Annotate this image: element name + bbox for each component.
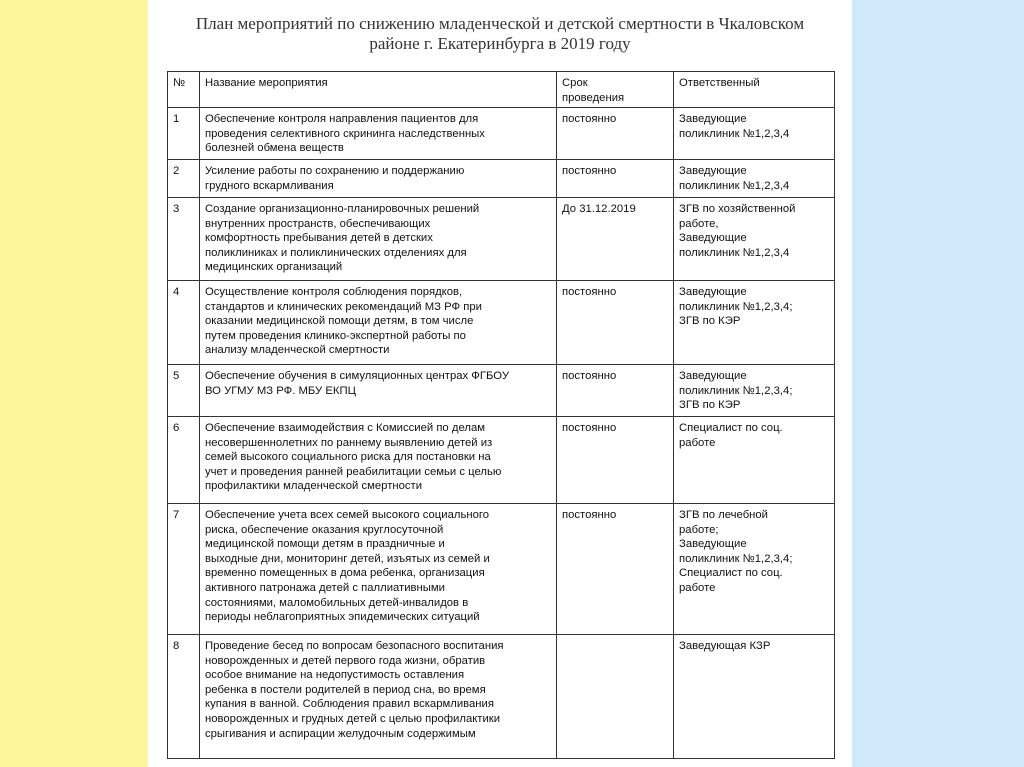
cell-line: выходные дни, мониторинг детей, изъятых из семей и [205, 552, 490, 565]
row-number-cell [168, 365, 200, 417]
term-cell [557, 417, 674, 504]
cell-line: 4 [173, 286, 180, 298]
cell-line: поликлиник №1,2,3,4; [679, 300, 793, 313]
cell-line: Название мероприятия [205, 77, 328, 89]
cell-line: работе [679, 436, 716, 449]
cell-line: Обеспечение контроля направления пациентов для [205, 113, 479, 125]
title-line: районе г. Екатеринбурга в 2019 году [369, 34, 631, 53]
cell-line: внутренних пространств, обеспечивающих [205, 217, 431, 230]
cell-line: активного патронажа детей с паллиативными [205, 581, 445, 594]
cell-line: работе [679, 581, 716, 594]
term-cell [557, 160, 674, 198]
responsible-cell [674, 198, 835, 281]
cell-line: Усиление работы по сохранению и поддержанию [205, 165, 465, 177]
cell-line: постоянно [562, 509, 617, 521]
cell-line: медицинских организаций [205, 261, 343, 274]
cell-line: постоянно [562, 113, 617, 125]
cell-line: анализу младенческой смертности [205, 344, 390, 357]
events-table-body [168, 72, 835, 759]
event-name-cell [200, 160, 557, 198]
cell-line: Обеспечение учета всех семей высокого социального [205, 509, 490, 521]
responsible-cell [674, 365, 835, 417]
responsible-cell [674, 281, 835, 365]
event-name-cell [200, 504, 557, 635]
cell-line: Специалист по соц. [679, 422, 783, 434]
cell-line: проведения селективного скрининга наследственных [205, 127, 485, 140]
term-cell [557, 198, 674, 281]
cell-line: 8 [173, 640, 180, 652]
responsible-cell [674, 635, 835, 759]
cell-line: стандартов и клинических рекомендаций МЗ РФ при [205, 300, 482, 313]
event-name-cell [200, 108, 557, 160]
responsible-cell [674, 108, 835, 160]
cell-line: 3 [173, 203, 180, 215]
document-page [148, 0, 852, 767]
header-cell-term [557, 72, 674, 108]
table-row [168, 417, 835, 504]
left-decorative-band [0, 0, 148, 767]
term-cell [557, 281, 674, 365]
cell-line: поликлиник №1,2,3,4; [679, 384, 793, 397]
cell-line: медицинской помощи детям в праздничные и [205, 538, 445, 551]
cell-line: новорожденных и грудных детей с целью профилактики [205, 712, 501, 725]
cell-line: постоянно [562, 165, 617, 177]
cell-line: ВО УГМУ МЗ РФ. МБУ ЕКПЦ [205, 384, 356, 397]
events-table [167, 71, 835, 759]
cell-line: 2 [173, 165, 180, 177]
cell-line: постоянно [562, 286, 617, 298]
cell-line: 7 [173, 509, 180, 521]
event-name-cell [200, 281, 557, 365]
cell-line: болезней обмена веществ [205, 142, 344, 155]
document-title [148, 14, 852, 54]
cell-line: Заведующие [679, 370, 747, 382]
cell-line: ЗГВ по лечебной [679, 509, 768, 521]
cell-line: путем проведения клинико-экспертной работы по [205, 329, 466, 342]
responsible-cell [674, 504, 835, 635]
header-cell-number [168, 72, 200, 108]
cell-line: временно помещенных в дома ребенка, организация [205, 567, 485, 580]
cell-line: профилактики младенческой смертности [205, 480, 423, 493]
cell-line: поликлиниках и поликлинических отделениях для [205, 246, 467, 259]
cell-line: состояниями, маломобильных детей-инвалидов в [205, 596, 469, 609]
cell-line: поликлиник №1,2,3,4; [679, 552, 793, 565]
event-name-cell [200, 635, 557, 759]
cell-line: Обеспечение взаимодействия с Комиссией по делам [205, 422, 485, 434]
table-row [168, 160, 835, 198]
row-number-cell [168, 417, 200, 504]
cell-line: Проведение бесед по вопросам безопасного воспитания [205, 640, 504, 652]
row-number-cell [168, 198, 200, 281]
cell-line: срыгивания и аспирации желудочным содержимым [205, 727, 476, 740]
cell-line: новорожденных и детей первого года жизни, обратив [205, 654, 486, 667]
cell-line: проведения [562, 91, 625, 104]
cell-line: Обеспечение обучения в симуляционных центрах ФГБОУ [205, 370, 510, 382]
responsible-cell [674, 417, 835, 504]
right-decorative-band [852, 0, 1024, 767]
term-cell [557, 365, 674, 417]
header-cell-name [200, 72, 557, 108]
cell-line: поликлиник №1,2,3,4 [679, 246, 790, 259]
cell-line: Заведующие [679, 538, 747, 551]
event-name-cell [200, 365, 557, 417]
cell-line: постоянно [562, 422, 617, 434]
term-cell [557, 504, 674, 635]
cell-line: риска, обеспечение оказания круглосуточной [205, 523, 444, 536]
cell-line: Специалист по соц. [679, 567, 783, 580]
row-number-cell [168, 108, 200, 160]
cell-line: ЗГВ по КЭР [679, 315, 741, 328]
row-number-cell [168, 160, 200, 198]
cell-line: работе; [679, 523, 719, 536]
cell-line: особое внимание на недопустимость оставления [205, 669, 465, 682]
cell-line: купания в ванной. Соблюдения правил вскармливания [205, 698, 494, 711]
term-cell [557, 635, 674, 759]
cell-line: Создание организационно-планировочных решений [205, 203, 480, 215]
cell-line: Заведующая КЗР [679, 640, 771, 652]
row-number-cell [168, 504, 200, 635]
event-name-cell [200, 198, 557, 281]
term-cell [557, 108, 674, 160]
cell-line: Заведующие [679, 165, 747, 177]
cell-line: учет и проведения ранней реабилитации семьи с целью [205, 465, 502, 478]
table-row [168, 108, 835, 160]
cell-line: До 31.12.2019 [562, 203, 636, 215]
cell-line: работе, [679, 217, 719, 230]
cell-line: ЗГВ по КЭР [679, 399, 741, 412]
cell-line: Осуществление контроля соблюдения порядков, [205, 286, 463, 298]
cell-line: Заведующие [679, 286, 747, 298]
cell-line: оказании медицинской помощи детям, в том числе [205, 315, 474, 328]
cell-line: несовершеннолетних по раннему выявлению детей из [205, 436, 493, 449]
table-row [168, 281, 835, 365]
table-row [168, 198, 835, 281]
row-number-cell [168, 281, 200, 365]
row-number-cell [168, 635, 200, 759]
header-cell-responsible [674, 72, 835, 108]
cell-line: комфортность пребывания детей в детских [205, 232, 433, 245]
cell-line: 5 [173, 370, 180, 382]
cell-line: поликлиник №1,2,3,4 [679, 127, 790, 140]
cell-line: ЗГВ по хозяйственной [679, 203, 796, 215]
responsible-cell [674, 160, 835, 198]
table-header-row [168, 72, 835, 108]
table-row [168, 365, 835, 417]
cell-line: Заведующие [679, 113, 747, 125]
table-row [168, 635, 835, 759]
cell-line: Ответственный [679, 77, 760, 89]
title-line: План мероприятий по снижению младенческой и детской смертности в Чкаловском [195, 14, 805, 33]
cell-line: грудного вскармливания [205, 179, 334, 192]
cell-line: Срок [562, 77, 588, 89]
cell-line: поликлиник №1,2,3,4 [679, 179, 790, 192]
cell-line: периоды неблагоприятных эпидемических ситуаций [205, 611, 480, 624]
cell-line: 1 [173, 113, 180, 125]
cell-line: постоянно [562, 370, 617, 382]
cell-line: 6 [173, 422, 180, 434]
event-name-cell [200, 417, 557, 504]
cell-line: Заведующие [679, 232, 747, 245]
cell-line: № [173, 77, 186, 89]
cell-line: ребенка в постели родителей в период сна, во время [205, 683, 486, 696]
table-row [168, 504, 835, 635]
cell-line: семей высокого социального риска для постановки на [205, 451, 491, 464]
